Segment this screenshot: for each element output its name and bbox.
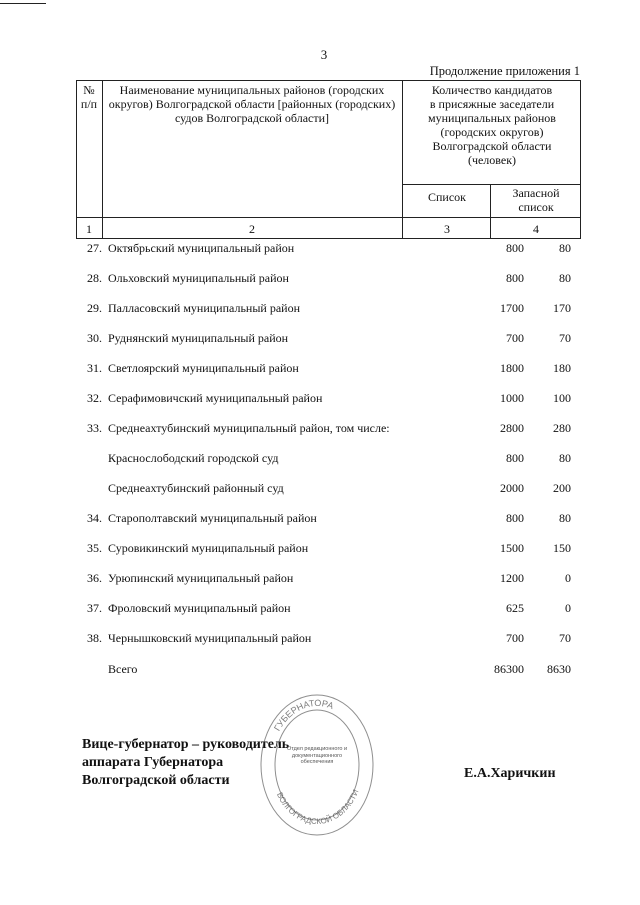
row-reserve-value: 200 <box>553 481 571 495</box>
row-number: 28. <box>87 271 102 285</box>
table-row <box>76 481 581 499</box>
table-row <box>76 391 581 409</box>
row-name: Среднеахтубинский районный суд <box>108 481 284 495</box>
row-number: 31. <box>87 361 102 375</box>
table-row <box>76 301 581 319</box>
header-col-number: № п/п <box>80 83 98 111</box>
row-reserve-value: 170 <box>553 301 571 315</box>
header-col-count: Количество кандидатов в присяжные заседатели муниципальных районов (городских округов) Волгоградской области (человек) <box>428 83 556 167</box>
signature-line-1: Вице-губернатор – руководитель <box>82 737 290 752</box>
row-reserve-value: 80 <box>559 451 571 465</box>
row-list-value: 800 <box>506 271 524 285</box>
header-col-name: Наименование муниципальных районов (городских округов) Волгоградской области [районных (городских) судов Волгоградской области] <box>108 83 396 125</box>
continuation-label: Продолжение приложения 1 <box>429 64 580 78</box>
row-list-value: 1500 <box>500 541 524 555</box>
row-reserve-value: 8630 <box>547 662 571 676</box>
table-row <box>76 331 581 349</box>
row-reserve-value: 70 <box>559 331 571 345</box>
row-list-value: 625 <box>506 601 524 615</box>
row-name: Урюпинский муниципальный район <box>108 571 294 585</box>
row-list-value: 1000 <box>500 391 524 405</box>
row-reserve-value: 80 <box>559 271 571 285</box>
row-number: 34. <box>87 511 102 525</box>
stamp-top-text: ГУБЕРНАТОРА <box>272 697 336 733</box>
svg-text:ВОЛГОГРАДСКОЙ ОБЛАСТИ <box>275 788 361 826</box>
row-reserve-value: 0 <box>565 571 571 585</box>
header-index-2: 2 <box>249 222 255 236</box>
row-list-value: 2000 <box>500 481 524 495</box>
signature-line-3: Волгоградской области <box>82 773 230 788</box>
row-number: 30. <box>87 331 102 345</box>
signature-line-2: аппарата Губернатора <box>82 755 224 770</box>
row-name: Ольховский муниципальный район <box>108 271 289 285</box>
row-list-value: 1800 <box>500 361 524 375</box>
row-name: Чернышковский муниципальный район <box>108 631 312 645</box>
stamp-center-text: Отдел редакционного и документационного обеспечения <box>286 746 348 765</box>
table-row <box>76 241 581 259</box>
official-stamp <box>258 690 376 840</box>
row-number: 32. <box>87 391 102 405</box>
row-name: Всего <box>108 662 138 676</box>
row-number: 35. <box>87 541 102 555</box>
row-list-value: 1700 <box>500 301 524 315</box>
header-index-4: 4 <box>533 222 539 236</box>
row-number: 37. <box>87 601 102 615</box>
row-reserve-value: 100 <box>553 391 571 405</box>
row-name: Светлоярский муниципальный район <box>108 361 299 375</box>
row-name: Октябрьский муниципальный район <box>108 241 295 255</box>
table-row <box>76 631 581 649</box>
row-reserve-value: 0 <box>565 601 571 615</box>
row-list-value: 700 <box>506 331 524 345</box>
top-edge-line <box>0 3 46 4</box>
table-row <box>76 601 581 619</box>
table-row <box>76 361 581 379</box>
svg-text:ГУБЕРНАТОРА <box>272 698 335 733</box>
row-number: 36. <box>87 571 102 585</box>
table-row <box>76 451 581 469</box>
row-reserve-value: 80 <box>559 511 571 525</box>
row-name: Краснослободский городской суд <box>108 451 279 465</box>
signature-name: Е.А.Харичкин <box>464 766 556 781</box>
header-index-3: 3 <box>444 222 450 236</box>
row-list-value: 700 <box>506 631 524 645</box>
row-name: Суровикинский муниципальный район <box>108 541 309 555</box>
header-col-list: Список <box>427 190 466 204</box>
table-row <box>76 271 581 289</box>
table-row <box>76 571 581 589</box>
row-name: Старополтавский муниципальный район <box>108 511 317 525</box>
table-row <box>76 662 581 680</box>
row-list-value: 800 <box>506 451 524 465</box>
row-list-value: 1200 <box>500 571 524 585</box>
row-name: Палласовский муниципальный район <box>108 301 300 315</box>
row-reserve-value: 80 <box>559 241 571 255</box>
row-number: 38. <box>87 631 102 645</box>
row-number: 27. <box>87 241 102 255</box>
page-number: 3 <box>320 47 328 62</box>
row-list-value: 86300 <box>494 662 524 676</box>
table-row <box>76 541 581 559</box>
row-name: Фроловский муниципальный район <box>108 601 291 615</box>
row-reserve-value: 70 <box>559 631 571 645</box>
row-name: Руднянский муниципальный район <box>108 331 289 345</box>
row-number: 33. <box>87 421 102 435</box>
table-row <box>76 421 581 439</box>
row-number: 29. <box>87 301 102 315</box>
table-header <box>76 80 581 239</box>
row-list-value: 800 <box>506 241 524 255</box>
header-index-1: 1 <box>86 222 92 236</box>
table-row <box>76 511 581 529</box>
row-name: Серафимовичский муниципальный район <box>108 391 323 405</box>
row-list-value: 2800 <box>500 421 524 435</box>
row-list-value: 800 <box>506 511 524 525</box>
header-col-reserve: Запасной список <box>512 186 560 214</box>
row-reserve-value: 180 <box>553 361 571 375</box>
stamp-bottom-text: ВОЛГОГРАДСКОЙ ОБЛАСТИ <box>274 788 361 827</box>
row-reserve-value: 280 <box>553 421 571 435</box>
row-reserve-value: 150 <box>553 541 571 555</box>
row-name: Среднеахтубинский муниципальный район, том числе: <box>108 421 390 435</box>
